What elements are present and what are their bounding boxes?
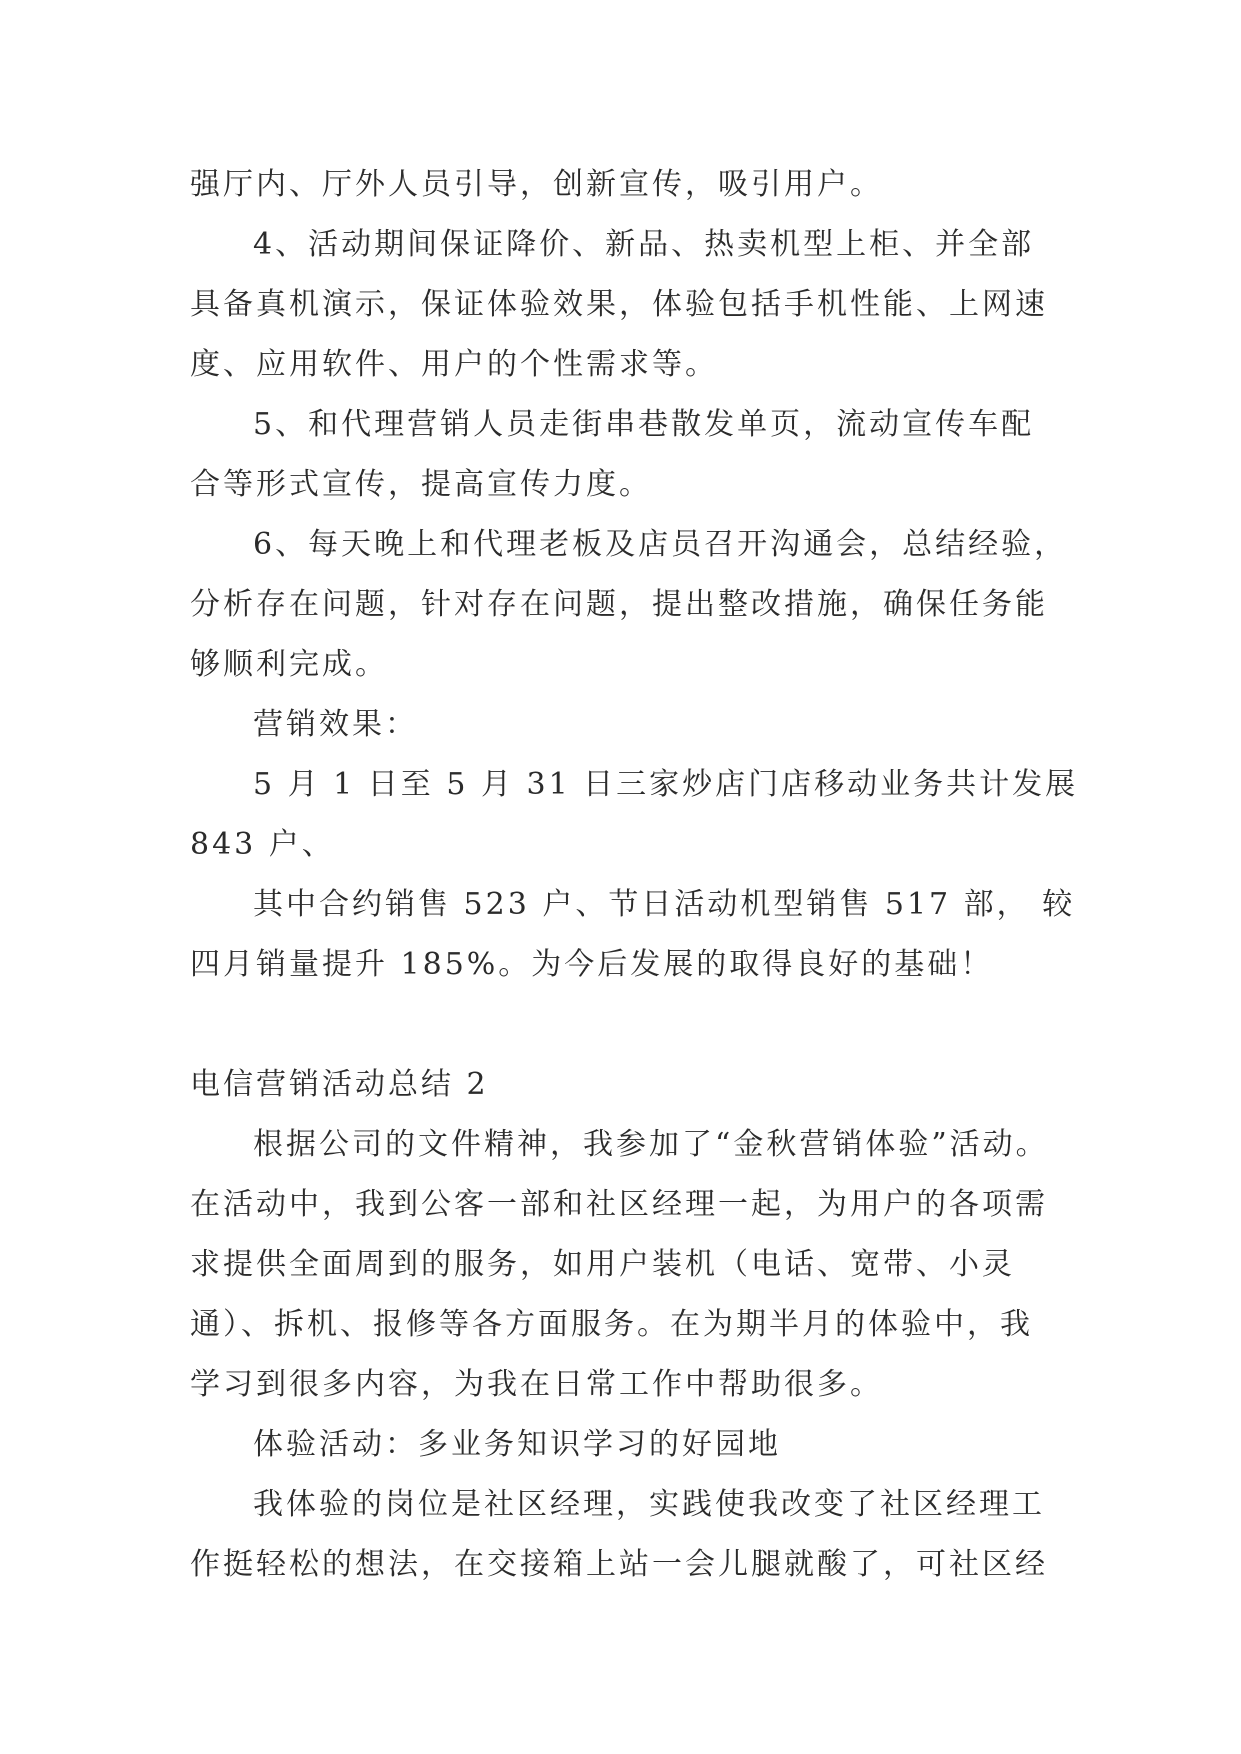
paragraph-line: 作挺轻松的想法，在交接箱上站一会儿腿就酸了，可社区经 <box>190 1547 1048 1582</box>
paragraph-line: 我体验的岗位是社区经理，实践使我改变了社区经理工 <box>253 1487 1045 1522</box>
subheading: 体验活动：多业务知识学习的好园地 <box>253 1427 781 1462</box>
paragraph-line: 分析存在问题，针对存在问题，提出整改措施，确保任务能 <box>190 587 1048 622</box>
paragraph-line: 求提供全面周到的服务，如用户装机（电话、宽带、小灵 <box>190 1247 1015 1282</box>
paragraph-line: 5、和代理营销人员走街串巷散发单页，流动宣传车配 <box>253 407 1035 442</box>
subheading: 营销效果： <box>253 707 418 742</box>
paragraph-line: 度、应用软件、用户的个性需求等。 <box>190 347 718 382</box>
section-title: 电信营销活动总结 2 <box>190 1067 489 1102</box>
paragraph-line: 四月销量提升 185%。为今后发展的取得良好的基础！ <box>190 947 994 982</box>
paragraph-line: 合等形式宣传，提高宣传力度。 <box>190 467 652 502</box>
paragraph-line: 843 户、 <box>190 827 335 862</box>
paragraph-line: 其中合约销售 523 户、节日活动机型销售 517 部， 较 <box>253 887 1076 922</box>
paragraph-line: 在活动中，我到公客一部和社区经理一起，为用户的各项需 <box>190 1187 1048 1222</box>
paragraph-line: 学习到很多内容，为我在日常工作中帮助很多。 <box>190 1367 883 1402</box>
paragraph-line: 根据公司的文件精神，我参加了“金秋营销体验”活动。 <box>253 1127 1049 1162</box>
paragraph-line: 4、活动期间保证降价、新品、热卖机型上柜、并全部 <box>253 227 1035 262</box>
paragraph-line: 通）、拆机、报修等各方面服务。在为期半月的体验中，我 <box>190 1307 1033 1342</box>
paragraph-line: 具备真机演示，保证体验效果，体验包括手机性能、上网速 <box>190 287 1048 322</box>
paragraph-line: 5 月 1 日至 5 月 31 日三家炒店门店移动业务共计发展 <box>253 767 1079 802</box>
paragraph-line: 6、每天晚上和代理老板及店员召开沟通会，总结经验， <box>253 527 1068 562</box>
section-gap <box>190 995 1060 1055</box>
document-body <box>190 155 1079 1595</box>
paragraph-line: 够顺利完成。 <box>190 647 388 682</box>
paragraph-line: 强厅内、厅外人员引导，创新宣传，吸引用户。 <box>190 167 883 202</box>
